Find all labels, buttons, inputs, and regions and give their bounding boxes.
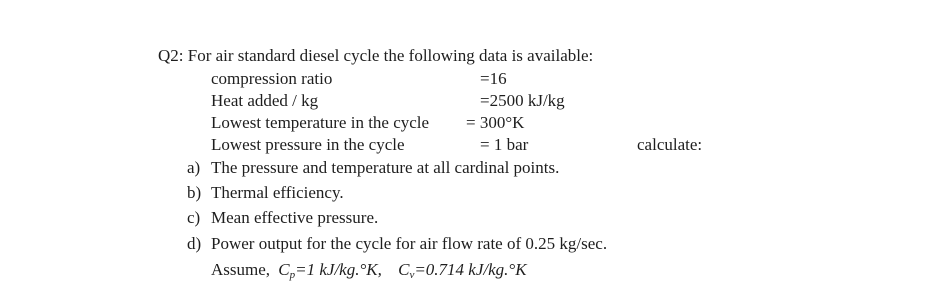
part-b-marker: b) bbox=[187, 183, 202, 202]
data-value-lowest-temperature: = 300°K bbox=[466, 113, 525, 132]
data-value-lowest-pressure: = 1 bar bbox=[480, 135, 529, 154]
data-value-compression-ratio: =16 bbox=[480, 69, 507, 88]
cp-symbol: C bbox=[278, 260, 290, 279]
data-label-lowest-temperature: Lowest temperature in the cycle bbox=[211, 113, 430, 132]
cv-expression bbox=[398, 260, 526, 279]
cp-expression bbox=[278, 260, 382, 279]
data-value-heat-added: =2500 kJ/kg bbox=[480, 91, 565, 110]
cv-subscript: v bbox=[409, 269, 415, 281]
cv-symbol: C bbox=[398, 260, 410, 279]
part-d-marker: d) bbox=[187, 234, 202, 253]
data-label-heat-added: Heat added / kg bbox=[211, 91, 319, 110]
question-title: Q2: For air standard diesel cycle the following data is available: bbox=[158, 46, 594, 65]
assume-label: Assume, bbox=[211, 260, 271, 279]
cv-value: =0.714 kJ/kg.°K bbox=[414, 260, 527, 279]
part-c-text: Mean effective pressure. bbox=[211, 208, 379, 227]
part-a-marker: a) bbox=[187, 158, 201, 177]
part-d-text: Power output for the cycle for air flow rate of 0.25 kg/sec. bbox=[211, 234, 608, 253]
part-a-text: The pressure and temperature at all cardinal points. bbox=[211, 158, 560, 177]
cp-value: =1 kJ/kg.°K, bbox=[295, 260, 382, 279]
assume-line bbox=[211, 260, 527, 280]
data-label-lowest-pressure: Lowest pressure in the cycle bbox=[211, 135, 405, 154]
part-c-marker: c) bbox=[187, 208, 201, 227]
calculate-label: calculate: bbox=[637, 135, 703, 154]
data-label-compression-ratio: compression ratio bbox=[211, 69, 333, 88]
part-b-text: Thermal efficiency. bbox=[211, 183, 344, 202]
cp-subscript: p bbox=[289, 269, 296, 281]
